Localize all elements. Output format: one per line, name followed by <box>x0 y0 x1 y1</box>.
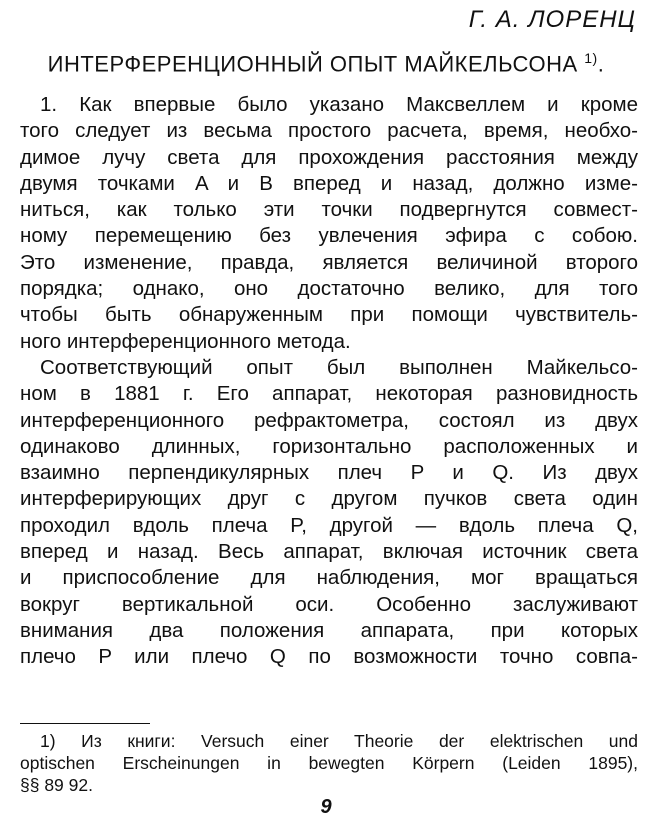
text-line: Это изменение, правда, является величиной второго <box>20 250 638 274</box>
text-line: взаимно перпендикулярных плеч P и Q. Из двух <box>20 461 638 485</box>
footnote-line: optischen Erscheinungen in bewegten Körpern (Leiden 1895), <box>20 753 638 773</box>
footnote <box>20 730 638 796</box>
text-line: порядка; однако, оно достаточно велико, для того <box>20 277 638 301</box>
text-line: чтобы быть обнаруженным при помощи чувствитель- <box>20 303 638 327</box>
body-text <box>20 92 638 671</box>
text-line: ного интерференционного метода. <box>20 329 351 353</box>
article-title <box>0 50 652 77</box>
text-line: проходил вдоль плеча P, другой — вдоль плеча Q, <box>20 513 638 537</box>
footnote-line: 1) Из книги: Versuch einer Theorie der elektrischen und <box>40 731 638 751</box>
text-line: ному перемещению без увлечения эфира с собою. <box>20 224 638 248</box>
text-line: вокруг вертикальной оси. Особенно заслуживают <box>20 592 638 616</box>
running-header-author: Г. А. ЛОРЕНЦ <box>468 6 636 33</box>
text-line: вперед и назад. Весь аппарат, включая источник света <box>20 540 638 564</box>
text-line: димое лучу света для прохождения расстояния между <box>20 145 638 169</box>
text-line: одинаково длинных, горизонтально расположенных и <box>20 434 638 458</box>
title-footnote-mark: 1) <box>584 50 598 66</box>
text-line: того следует из весьма простого расчета, время, необхо- <box>20 119 638 143</box>
text-line: интерферирующих друг с другом пучков света один <box>20 487 638 511</box>
text-line: интерференционного рефрактометра, состоял из двух <box>20 408 638 432</box>
article-title-period: . <box>597 51 605 77</box>
article-title-text: ИНТЕРФЕРЕНЦИОННЫЙ ОПЫТ МАЙКЕЛЬСОНА <box>47 51 578 77</box>
text-line: и приспособление для наблюдения, мог вращаться <box>20 566 638 590</box>
text-line: плечо P или плечо Q по возможности точно совпа- <box>20 645 638 669</box>
text-line: Соответствующий опыт был выполнен Майкельсо- <box>40 355 638 379</box>
footnote-line: §§ 89 92. <box>20 775 93 795</box>
text-line: 1. Как впервые было указано Максвеллем и кроме <box>40 93 638 116</box>
text-line: ном в 1881 г. Его аппарат, некоторая разновидность <box>20 382 638 406</box>
text-line: двумя точками A и B вперед и назад, должно изме- <box>20 171 638 195</box>
text-line: ниться, как только эти точки подвергнутся совмест- <box>20 198 638 222</box>
page-number: 9 <box>320 796 332 818</box>
footnote-rule <box>20 723 150 724</box>
text-line: внимания два положения аппарата, при которых <box>20 618 638 642</box>
